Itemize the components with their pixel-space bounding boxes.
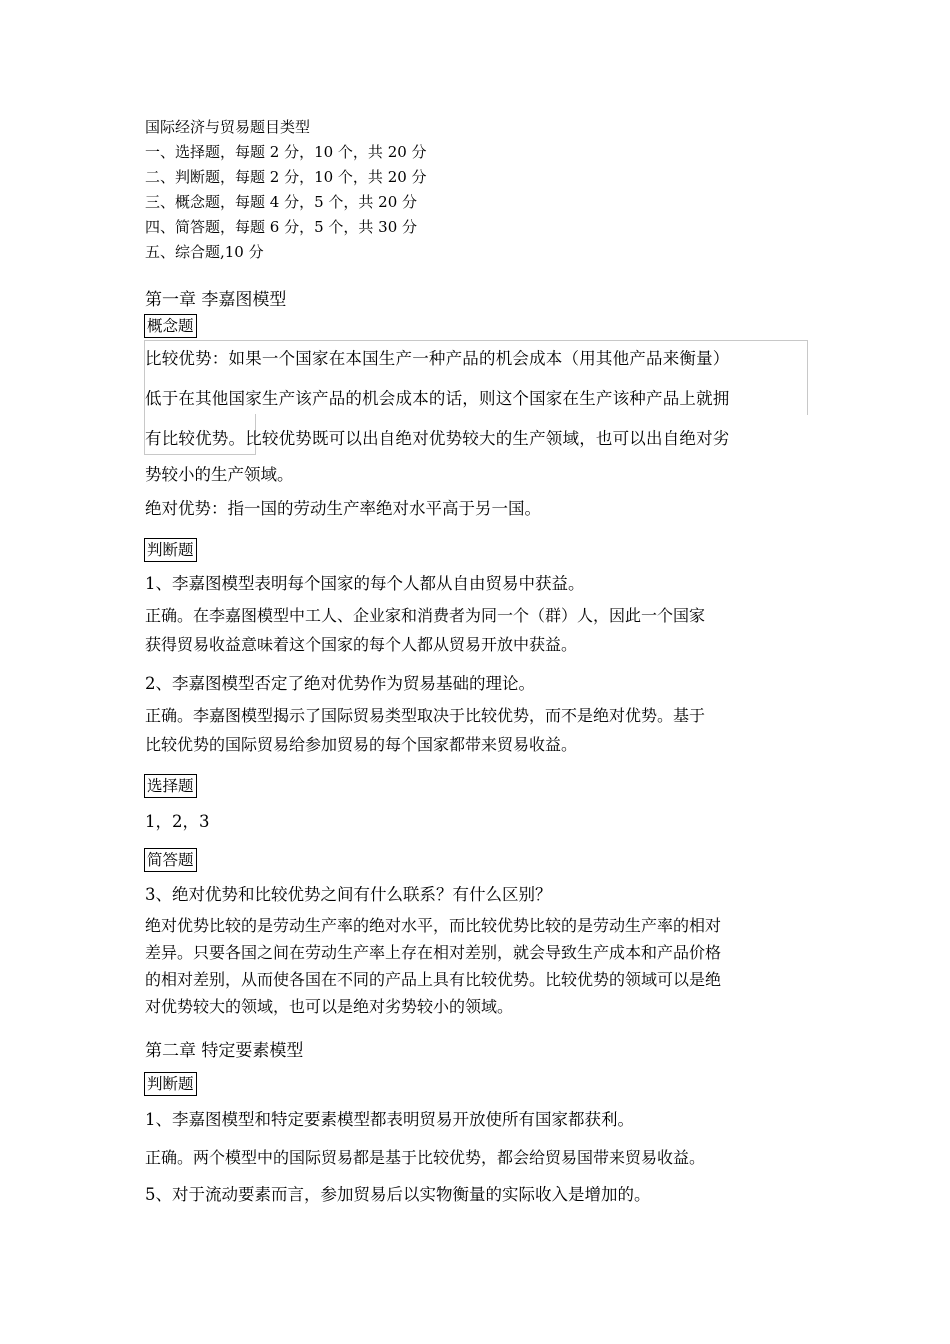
short-answer-label: 简答题 [144, 848, 197, 872]
question-3: 3、绝对优势和比较优势之间有什么联系？有什么区别？ [145, 885, 552, 904]
ch2-question-1: 1、李嘉图模型和特定要素模型都表明贸易开放使所有国家都获利。 [145, 1110, 634, 1129]
concept-line-4: 势较小的生产领域。 [145, 465, 294, 484]
choice-answer: 1，2，3 [145, 812, 210, 831]
answer-3-line-4: 对优势较大的领域，也可以是绝对劣势较小的领域。 [145, 997, 514, 1016]
type-line-5: 五、综合题,10 分 [145, 243, 264, 261]
answer-2-line-2: 比较优势的国际贸易给参加贸易的每个国家都带来贸易收益。 [145, 735, 578, 754]
ch2-answer-1: 正确。两个模型中的国际贸易都是基于比较优势，都会给贸易国带来贸易收益。 [145, 1148, 706, 1167]
concept-line-1: 比较优势：如果一个国家在本国生产一种产品的机会成本（用其他产品来衡量） [145, 349, 730, 368]
choice-label: 选择题 [144, 774, 197, 798]
question-2: 2、李嘉图模型否定了绝对优势作为贸易基础的理论。 [145, 674, 535, 693]
question-1: 1、李嘉图模型表明每个国家的每个人都从自由贸易中获益。 [145, 574, 585, 593]
concept-line-2: 低于在其他国家生产该产品的机会成本的话，则这个国家在生产该种产品上就拥 [145, 389, 730, 408]
judge-label: 判断题 [144, 538, 197, 562]
ch2-judge-label: 判断题 [144, 1072, 197, 1096]
answer-3-line-2: 差异。只要各国之间在劳动生产率上存在相对差别，就会导致生产成本和产品价格 [145, 943, 722, 962]
type-line-2: 二、判断题，每题 2 分，10 个，共 20 分 [145, 168, 427, 186]
answer-3-line-3: 的相对差别，从而使各国在不同的产品上具有比较优势。比较优势的领域可以是绝 [145, 970, 722, 989]
answer-3-line-1: 绝对优势比较的是劳动生产率的绝对水平，而比较优势比较的是劳动生产率的相对 [145, 916, 722, 935]
type-line-3: 三、概念题，每题 4 分，5 个，共 20 分 [145, 193, 418, 211]
answer-1-line-1: 正确。在李嘉图模型中工人、企业家和消费者为同一个（群）人，因此一个国家 [145, 606, 706, 625]
doc-title: 国际经济与贸易题目类型 [145, 118, 311, 136]
answer-1-line-2: 获得贸易收益意味着这个国家的每个人都从贸易开放中获益。 [145, 635, 578, 654]
chapter-2-title: 第二章 特定要素模型 [145, 1041, 304, 1061]
absolute-advantage: 绝对优势：指一国的劳动生产率绝对水平高于另一国。 [145, 499, 541, 518]
chapter-1-title: 第一章 李嘉图模型 [145, 290, 287, 310]
concept-line-3: 有比较优势。比较优势既可以出自绝对优势较大的生产领域，也可以出自绝对劣 [145, 429, 730, 448]
concept-label: 概念题 [144, 314, 197, 338]
answer-2-line-1: 正确。李嘉图模型揭示了国际贸易类型取决于比较优势，而不是绝对优势。基于 [145, 706, 706, 725]
type-line-1: 一、选择题，每题 2 分，10 个，共 20 分 [145, 143, 427, 161]
ch2-question-5: 5、对于流动要素而言，参加贸易后以实物衡量的实际收入是增加的。 [145, 1185, 651, 1204]
type-line-4: 四、简答题，每题 6 分，5 个，共 30 分 [145, 218, 418, 236]
